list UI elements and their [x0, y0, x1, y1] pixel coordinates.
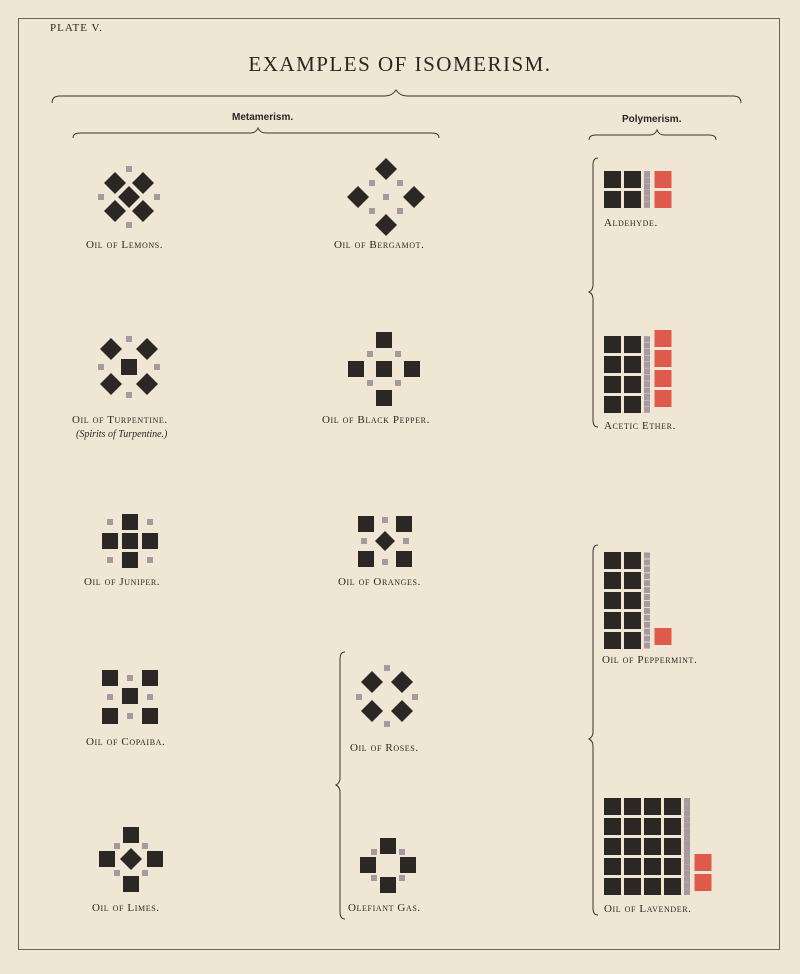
molecule-acetic-ether — [604, 330, 672, 413]
carbon-atom — [136, 338, 158, 360]
hydrogen-atom — [684, 840, 690, 846]
hydrogen-atom — [644, 608, 650, 614]
hydrogen-atom — [684, 859, 690, 865]
hydrogen-atom — [684, 889, 690, 895]
hydrogen-atom — [126, 166, 132, 172]
oxygen-atom — [655, 171, 672, 188]
carbon-atom — [118, 186, 140, 208]
hydrogen-atom — [395, 351, 401, 357]
carbon-atom — [100, 338, 122, 360]
hydrogen-atom — [412, 694, 418, 700]
hydrogen-atom — [126, 392, 132, 398]
molecule-oil-of-lemons — [98, 166, 160, 228]
hydrogen-atom — [644, 362, 650, 368]
hydrogen-atom — [644, 601, 650, 607]
hydrogen-atom — [98, 364, 104, 370]
carbon-atom — [604, 878, 621, 895]
carbon-atom — [604, 191, 621, 208]
hydrogen-atom — [397, 180, 403, 186]
carbon-atom — [376, 390, 392, 406]
brace-top — [52, 90, 741, 103]
carbon-atom — [664, 838, 681, 855]
hydrogen-atom — [644, 171, 650, 177]
hydrogen-atom — [127, 713, 133, 719]
oxygen-atom — [655, 330, 672, 347]
caption-oil-of-juniper: Oil of Juniper. — [84, 576, 161, 588]
hydrogen-atom — [369, 180, 375, 186]
metamerism-heading: Metamerism. — [232, 112, 294, 123]
carbon-atom — [358, 551, 374, 567]
carbon-atom — [122, 688, 138, 704]
carbon-atom — [624, 838, 641, 855]
hydrogen-atom — [107, 519, 113, 525]
carbon-atom — [604, 356, 621, 373]
carbon-atom — [123, 827, 139, 843]
oxygen-atom — [655, 350, 672, 367]
carbon-atom — [604, 396, 621, 413]
bracket-roses-olefiant — [336, 652, 345, 919]
hydrogen-atom — [371, 849, 377, 855]
carbon-atom — [624, 191, 641, 208]
hydrogen-atom — [356, 694, 362, 700]
carbon-atom — [104, 172, 126, 194]
carbon-atom — [132, 172, 154, 194]
hydrogen-atom — [644, 183, 650, 189]
hydrogen-atom — [397, 208, 403, 214]
molecule-oil-of-turpentine — [98, 336, 160, 398]
caption-aldehyde: Aldehyde. — [604, 217, 658, 229]
hydrogen-atom — [98, 194, 104, 200]
hydrogen-atom — [644, 343, 650, 349]
hydrogen-atom — [644, 643, 650, 649]
hydrogen-atom — [147, 519, 153, 525]
hydrogen-atom — [382, 559, 388, 565]
carbon-atom — [604, 838, 621, 855]
hydrogen-atom — [644, 629, 650, 635]
plate-label: PLATE V. — [50, 22, 103, 34]
molecules — [98, 158, 712, 895]
carbon-atom — [604, 632, 621, 649]
hydrogen-atom — [154, 364, 160, 370]
carbon-atom — [624, 336, 641, 353]
molecule-oil-of-lavender — [604, 798, 712, 895]
hydrogen-atom — [684, 834, 690, 840]
carbon-atom — [624, 878, 641, 895]
caption-oil-of-lavender: Oil of Lavender. — [604, 903, 692, 915]
carbon-atom — [624, 818, 641, 835]
caption-acetic-ether: Acetic Ether. — [604, 420, 676, 432]
hydrogen-atom — [644, 388, 650, 394]
carbon-atom — [644, 838, 661, 855]
hydrogen-atom — [644, 196, 650, 202]
carbon-atom — [624, 592, 641, 609]
brace-metamerism — [73, 128, 439, 138]
hydrogen-atom — [126, 222, 132, 228]
hydrogen-atom — [644, 368, 650, 374]
hydrogen-atom — [644, 580, 650, 586]
carbon-atom — [624, 376, 641, 393]
carbon-atom — [664, 858, 681, 875]
braces — [52, 90, 741, 919]
hydrogen-atom — [644, 400, 650, 406]
hydrogen-atom — [644, 177, 650, 183]
carbon-atom — [664, 878, 681, 895]
hydrogen-atom — [147, 557, 153, 563]
oxygen-atom — [655, 628, 672, 645]
oxygen-atom — [695, 854, 712, 871]
carbon-atom — [644, 798, 661, 815]
hydrogen-atom — [684, 847, 690, 853]
carbon-atom — [120, 848, 142, 870]
hydrogen-atom — [382, 517, 388, 523]
hydrogen-atom — [684, 877, 690, 883]
carbon-atom — [604, 818, 621, 835]
hydrogen-atom — [684, 828, 690, 834]
hydrogen-atom — [684, 865, 690, 871]
hydrogen-atom — [399, 849, 405, 855]
hydrogen-atom — [684, 883, 690, 889]
carbon-atom — [604, 572, 621, 589]
carbon-atom — [624, 798, 641, 815]
carbon-atom — [99, 851, 115, 867]
hydrogen-atom — [361, 538, 367, 544]
hydrogen-atom — [684, 853, 690, 859]
carbon-atom — [604, 858, 621, 875]
hydrogen-atom — [684, 798, 690, 804]
carbon-atom — [348, 361, 364, 377]
hydrogen-atom — [684, 871, 690, 877]
caption-spirits-of-turpentine: (Spirits of Turpentine.) — [76, 429, 168, 440]
molecule-oil-of-oranges — [358, 516, 412, 567]
hydrogen-atom — [142, 843, 148, 849]
carbon-atom — [102, 670, 118, 686]
hydrogen-atom — [644, 407, 650, 413]
carbon-atom — [121, 359, 137, 375]
hydrogen-atom — [644, 587, 650, 593]
carbon-atom — [604, 798, 621, 815]
hydrogen-atom — [644, 615, 650, 621]
carbon-atom — [132, 200, 154, 222]
page-title: EXAMPLES OF ISOMERISM. — [248, 52, 552, 76]
carbon-atom — [604, 336, 621, 353]
hydrogen-atom — [127, 675, 133, 681]
carbon-atom — [664, 818, 681, 835]
carbon-atom — [644, 818, 661, 835]
carbon-atom — [360, 857, 376, 873]
carbon-atom — [376, 361, 392, 377]
carbon-atom — [376, 332, 392, 348]
carbon-atom — [361, 671, 383, 693]
hydrogen-atom — [644, 190, 650, 196]
caption-oil-of-oranges: Oil of Oranges. — [338, 576, 421, 588]
carbon-atom — [624, 396, 641, 413]
carbon-atom — [380, 877, 396, 893]
molecule-oil-of-roses — [356, 665, 418, 727]
oxygen-atom — [655, 390, 672, 407]
hydrogen-atom — [114, 843, 120, 849]
hydrogen-atom — [107, 557, 113, 563]
hydrogen-atom — [147, 694, 153, 700]
hydrogen-atom — [644, 573, 650, 579]
molecule-olefiant-gas — [360, 838, 416, 893]
hydrogen-atom — [399, 875, 405, 881]
carbon-atom — [347, 186, 369, 208]
carbon-atom — [396, 516, 412, 532]
carbon-atom — [142, 708, 158, 724]
caption-oil-of-peppermint: Oil of Peppermint. — [602, 654, 698, 666]
hydrogen-atom — [644, 552, 650, 558]
caption-oil-of-turpentine: Oil of Turpentine. — [72, 414, 168, 426]
bracket-peppermint-lavender — [589, 545, 598, 915]
carbon-atom — [375, 214, 397, 236]
carbon-atom — [136, 373, 158, 395]
hydrogen-atom — [114, 870, 120, 876]
carbon-atom — [624, 858, 641, 875]
oxygen-atom — [695, 874, 712, 891]
carbon-atom — [664, 798, 681, 815]
carbon-atom — [604, 592, 621, 609]
hydrogen-atom — [403, 538, 409, 544]
polymerism-heading: Polymerism. — [622, 114, 682, 125]
hydrogen-atom — [367, 380, 373, 386]
carbon-atom — [644, 858, 661, 875]
carbon-atom — [624, 632, 641, 649]
hydrogen-atom — [384, 721, 390, 727]
carbon-atom — [404, 361, 420, 377]
hydrogen-atom — [644, 375, 650, 381]
caption-oil-of-bergamot: Oil of Bergamot. — [334, 239, 425, 251]
carbon-atom — [400, 857, 416, 873]
molecule-oil-of-peppermint — [604, 552, 672, 649]
hydrogen-atom — [644, 622, 650, 628]
carbon-atom — [396, 551, 412, 567]
caption-oil-of-lemons: Oil of Lemons. — [86, 239, 164, 251]
carbon-atom — [624, 572, 641, 589]
carbon-atom — [380, 838, 396, 854]
hydrogen-atom — [684, 810, 690, 816]
carbon-atom — [403, 186, 425, 208]
carbon-atom — [122, 552, 138, 568]
carbon-atom — [604, 552, 621, 569]
carbon-atom — [361, 700, 383, 722]
carbon-atom — [102, 708, 118, 724]
hydrogen-atom — [644, 336, 650, 342]
hydrogen-atom — [384, 665, 390, 671]
brace-polymerism — [589, 130, 716, 140]
carbon-atom — [624, 612, 641, 629]
hydrogen-atom — [644, 381, 650, 387]
carbon-atom — [391, 671, 413, 693]
molecule-oil-of-bergamot — [347, 158, 425, 236]
caption-olefiant-gas: Olefiant Gas. — [348, 902, 421, 914]
carbon-atom — [375, 158, 397, 180]
caption-oil-of-copaiba: Oil of Copaiba. — [86, 736, 166, 748]
carbon-atom — [391, 700, 413, 722]
carbon-atom — [142, 670, 158, 686]
hydrogen-atom — [684, 816, 690, 822]
carbon-atom — [644, 878, 661, 895]
hydrogen-atom — [395, 380, 401, 386]
caption-oil-of-roses: Oil of Roses. — [350, 742, 419, 754]
carbon-atom — [604, 376, 621, 393]
hydrogen-atom — [107, 694, 113, 700]
carbon-atom — [142, 533, 158, 549]
bracket-aldehyde-acetic — [589, 158, 598, 427]
oxygen-atom — [655, 191, 672, 208]
hydrogen-atom — [644, 202, 650, 208]
caption-oil-of-limes: Oil of Limes. — [92, 902, 160, 914]
hydrogen-atom — [644, 594, 650, 600]
molecule-oil-of-black-pepper — [348, 332, 420, 406]
hydrogen-atom — [644, 636, 650, 642]
carbon-atom — [624, 356, 641, 373]
hydrogen-atom — [644, 566, 650, 572]
hydrogen-atom — [371, 875, 377, 881]
carbon-atom — [624, 552, 641, 569]
hydrogen-atom — [367, 351, 373, 357]
carbon-atom — [375, 531, 395, 551]
hydrogen-atom — [644, 559, 650, 565]
carbon-atom — [100, 373, 122, 395]
hydrogen-atom — [126, 336, 132, 342]
carbon-atom — [123, 876, 139, 892]
caption-oil-of-black-pepper: Oil of Black Pepper. — [322, 414, 430, 426]
carbon-atom — [604, 612, 621, 629]
oxygen-atom — [655, 370, 672, 387]
molecule-oil-of-copaiba — [102, 670, 158, 724]
hydrogen-atom — [644, 394, 650, 400]
molecule-oil-of-juniper — [102, 514, 158, 568]
molecule-oil-of-limes — [99, 827, 163, 892]
hydrogen-atom — [684, 822, 690, 828]
carbon-atom — [147, 851, 163, 867]
hydrogen-atom — [644, 355, 650, 361]
carbon-atom — [358, 516, 374, 532]
hydrogen-atom — [383, 194, 389, 200]
carbon-atom — [122, 514, 138, 530]
carbon-atom — [624, 171, 641, 188]
hydrogen-atom — [142, 870, 148, 876]
carbon-atom — [122, 533, 138, 549]
hydrogen-atom — [684, 804, 690, 810]
hydrogen-atom — [644, 349, 650, 355]
molecule-aldehyde — [604, 171, 672, 208]
hydrogen-atom — [154, 194, 160, 200]
carbon-atom — [102, 533, 118, 549]
hydrogen-atom — [369, 208, 375, 214]
carbon-atom — [604, 171, 621, 188]
carbon-atom — [104, 200, 126, 222]
